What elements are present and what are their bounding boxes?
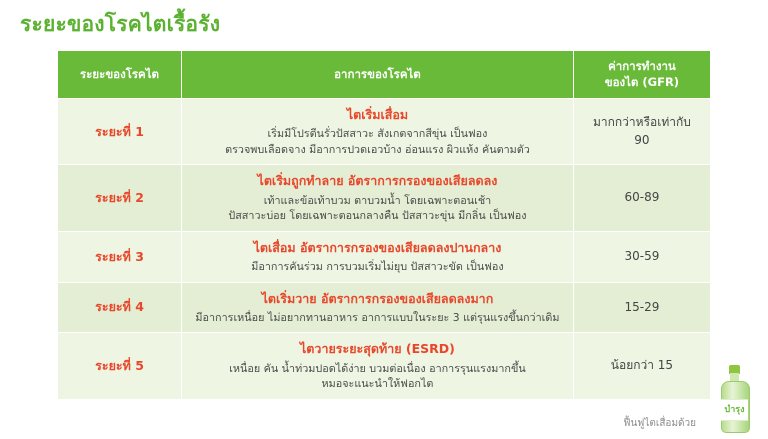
column-header-stage: ระยะของโรคไต bbox=[58, 51, 182, 99]
stage-label: ระยะที่ 3 bbox=[58, 231, 182, 282]
gfr-line: มากกว่าหรือเท่ากับ bbox=[593, 115, 691, 130]
ckd-stage-table bbox=[57, 50, 711, 400]
column-header-gfr-line1: ค่าการทำงาน bbox=[608, 59, 676, 73]
gfr-line: 30-59 bbox=[624, 249, 660, 264]
symptom-line: เหนื่อย คัน น้ำท่วมปอดได้ง่าย บวมต่อเนื่อง อาการรุนแรงมากขึ้น bbox=[229, 361, 526, 375]
table-row bbox=[58, 165, 711, 231]
table-row bbox=[58, 282, 711, 333]
gfr-cell bbox=[573, 333, 710, 399]
symptom-line: เท้าและข้อเท้าบวม ตาบวมน้ำ โดยเฉพาะตอนเช้า bbox=[263, 193, 492, 207]
stage-label: ระยะที่ 1 bbox=[58, 99, 182, 165]
symptom-line: มีอาการคันร่วม การบวมเริ่มไม่ยุบ ปัสสาวะขัด เป็นฟอง bbox=[251, 259, 504, 273]
table-row bbox=[58, 99, 711, 165]
symptom-cell bbox=[182, 333, 574, 399]
symptom-cell bbox=[182, 231, 574, 282]
stage-label: ระยะที่ 5 bbox=[58, 333, 182, 399]
footer-note: ฟื้นฟูไตเสื่อมด้วย bbox=[623, 418, 696, 429]
gfr-cell bbox=[573, 231, 710, 282]
column-header-gfr-line2: ของไต (GFR) bbox=[604, 74, 680, 89]
page-title: ระยะของโรคไตเรื้อรัง bbox=[20, 12, 221, 36]
bottle-label: บำรุง bbox=[721, 399, 748, 421]
symptom-heading: ไตเริ่มเสื่อม bbox=[346, 107, 409, 123]
gfr-cell bbox=[573, 99, 710, 165]
stage-label: ระยะที่ 2 bbox=[58, 165, 182, 231]
column-header-symptoms: อาการของโรคไต bbox=[182, 51, 574, 99]
table-header-row bbox=[58, 51, 711, 99]
symptom-heading: ไตวายระยะสุดท้าย (ESRD) bbox=[300, 341, 455, 357]
symptom-line: ปัสสาวะบ่อย โดยเฉพาะตอนกลางคืน ปัสสาวะขุ่น มีกลิ่น เป็นฟอง bbox=[228, 209, 527, 223]
table-row bbox=[58, 333, 711, 399]
column-header-gfr bbox=[573, 51, 710, 99]
ckd-stage-table-container bbox=[57, 50, 711, 400]
gfr-cell bbox=[573, 165, 710, 231]
gfr-line: 15-29 bbox=[624, 299, 660, 314]
symptom-cell bbox=[182, 165, 574, 231]
symptom-heading: ไตเริ่มวาย อัตราการกรองของเสียลดลงมาก bbox=[261, 290, 494, 306]
product-bottle-icon bbox=[712, 365, 756, 435]
symptom-line: หมอจะแนะนำให้ฟอกไต bbox=[321, 377, 434, 391]
symptom-heading: ไตเริ่มถูกทำลาย อัตราการกรองของเสียลดลง bbox=[257, 173, 498, 189]
gfr-line: 90 bbox=[634, 132, 650, 147]
stage-label: ระยะที่ 4 bbox=[58, 282, 182, 333]
symptom-heading: ไตเสื่อม อัตราการกรองของเสียลดลงปานกลาง bbox=[253, 239, 502, 255]
symptom-line: มีอาการเหนื่อย ไม่อยากทานอาหาร อาการแบบในระยะ 3 แต่รุนแรงขึ้นกว่าเดิม bbox=[195, 310, 560, 324]
gfr-line: 60-89 bbox=[624, 190, 660, 205]
symptom-line: เริ่มมีโปรตีนรั่วปัสสาวะ สังเกตจากสีขุ่น เป็นฟอง bbox=[267, 127, 488, 141]
symptom-cell bbox=[182, 99, 574, 165]
symptom-line: ตรวจพบเลือดจาง มีอาการปวดเอวบ้าง อ่อนแรง ผิวแห้ง คันตามตัว bbox=[225, 142, 530, 156]
gfr-cell bbox=[573, 282, 710, 333]
symptom-cell bbox=[182, 282, 574, 333]
table-row bbox=[58, 231, 711, 282]
gfr-line: น้อยกว่า 15 bbox=[610, 358, 674, 373]
